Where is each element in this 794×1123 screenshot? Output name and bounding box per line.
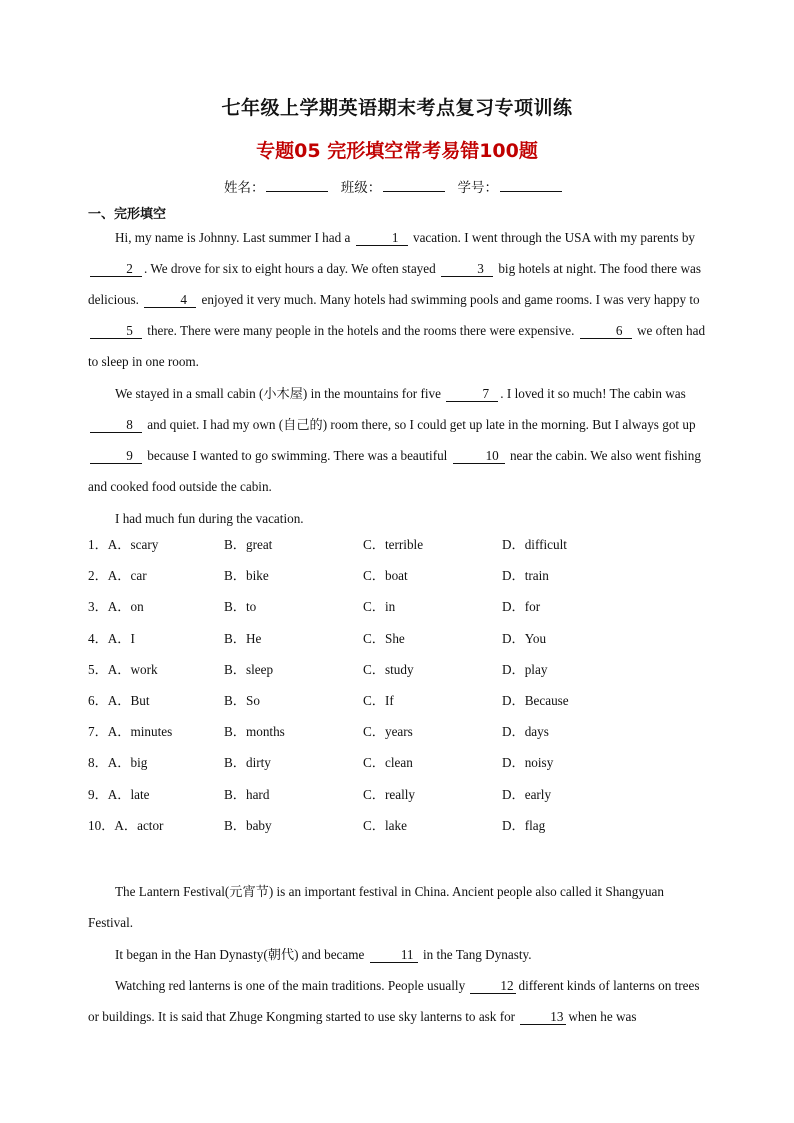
option-b-text: B．great (224, 537, 273, 552)
option-a[interactable] (88, 628, 135, 647)
passage-text: Hi, my name is Johnny. Last summer I had a (115, 230, 351, 245)
question-row (88, 815, 708, 846)
option-d-text: D．flag (502, 817, 546, 833)
document-title: 七年级上学期英语期末考点复习专项训练 (221, 97, 573, 119)
blank-10[interactable]: 10 (453, 449, 505, 464)
option-c-text: C．lake (363, 817, 407, 833)
id-label: 学号： (457, 180, 499, 196)
passage-text: enjoyed it very much. Many hotels had swimming pools and game rooms. I was very happy to (201, 292, 700, 307)
passage-text: we often had to sleep in one room. (88, 323, 706, 369)
option-a[interactable] (88, 596, 144, 615)
blank-13[interactable]: 13 (520, 1010, 566, 1025)
option-c-text: C．If (363, 692, 394, 708)
blank-1[interactable]: 1 (356, 231, 408, 246)
name-blank[interactable] (266, 179, 328, 192)
question-number: 10． (88, 817, 115, 833)
option-a-text: A．work (107, 661, 158, 677)
option-d-text: D．play (502, 661, 548, 677)
option-b-text: B．dirty (224, 755, 271, 771)
option-d[interactable] (502, 815, 545, 834)
question-number: 1． (88, 537, 108, 552)
options-list (88, 534, 708, 846)
option-b[interactable] (224, 628, 261, 647)
option-d-text: D．Because (502, 692, 569, 708)
option-b[interactable] (224, 690, 260, 709)
passage-text: different kinds of lanterns on trees or buildings. It is said that Zhuge Kongming started to use sky lanterns to ask for (88, 978, 700, 1024)
question-number: 9． (88, 786, 108, 802)
option-b-text: B．to (224, 599, 257, 615)
option-a-text: A．But (107, 692, 150, 708)
question-row (88, 596, 708, 627)
passage-text: there. There were many people in the hotels and the rooms there were expensive. (147, 323, 575, 338)
option-c-text: C．years (363, 724, 413, 740)
option-a-text: A．actor (114, 817, 164, 833)
question-number: 6． (88, 692, 108, 708)
option-a-text: A．late (107, 786, 150, 802)
question-row (88, 565, 708, 596)
blank-2[interactable]: 2 (90, 262, 142, 277)
question-row (88, 721, 708, 752)
option-a[interactable] (88, 565, 147, 584)
passage-text: near the cabin. We also went fishing and cooked food outside the cabin. (88, 448, 701, 494)
option-a-text: A．I (107, 630, 135, 646)
option-c[interactable] (363, 659, 414, 678)
option-a-text: A．minutes (107, 724, 173, 740)
blank-7[interactable]: 7 (446, 387, 498, 402)
blank-11[interactable]: 11 (370, 948, 418, 963)
question-row (88, 659, 708, 690)
blank-12[interactable]: 12 (470, 979, 516, 994)
passage-text: in the Tang Dynasty. (422, 947, 532, 962)
option-c-text: C．study (363, 661, 414, 677)
student-info-line (0, 176, 794, 196)
option-d[interactable] (502, 784, 551, 803)
class-label: 班级： (340, 180, 382, 196)
passage-text: Watching red lanterns is one of the main traditions. People usually (115, 978, 466, 993)
option-d[interactable] (502, 565, 549, 584)
option-d-text: D．early (502, 786, 552, 802)
passage2-paragraph-1: The Lantern Festival(元宵节) is an important festival in China. Ancient people also called it Shangyuan Festival. (88, 884, 664, 930)
option-b[interactable] (224, 721, 285, 740)
option-c[interactable] (363, 565, 408, 584)
document-subtitle: 专题05 完形填空常考易错100题 (256, 140, 538, 162)
option-c-text: C．She (363, 630, 405, 646)
passage-text: We stayed in a small cabin (小木屋) in the mountains for five (115, 386, 441, 401)
option-c[interactable] (363, 784, 415, 803)
option-c-text: C．really (363, 786, 416, 802)
option-c-text: C．clean (363, 755, 413, 771)
option-c[interactable] (363, 752, 413, 771)
id-blank[interactable] (500, 179, 562, 192)
blank-6[interactable]: 6 (580, 324, 632, 339)
option-a-text: A．big (107, 755, 148, 771)
option-d[interactable] (502, 628, 546, 647)
question-number: 2． (88, 568, 108, 584)
option-d-text: D．difficult (502, 537, 567, 552)
question-number: 8． (88, 755, 108, 771)
question-number: 5． (88, 661, 108, 677)
option-d[interactable] (502, 752, 553, 771)
option-a[interactable] (88, 690, 150, 709)
option-a-text: A．on (107, 599, 144, 615)
option-d[interactable] (502, 690, 569, 709)
option-c-text: C．in (363, 599, 396, 615)
option-b-text: B．hard (224, 786, 270, 802)
question-row (88, 628, 708, 659)
option-a[interactable] (88, 659, 158, 678)
option-b-text: B．baby (224, 817, 272, 833)
passage2-paragraph-2 (88, 939, 708, 970)
question-row (88, 534, 708, 565)
option-d-text: D．for (502, 599, 541, 615)
option-c[interactable] (363, 815, 407, 834)
blank-4[interactable]: 4 (144, 293, 196, 308)
name-label: 姓名： (223, 180, 265, 196)
option-c[interactable] (363, 628, 405, 647)
question-row (88, 690, 708, 721)
question-number: 4． (88, 630, 108, 646)
passage-text: It began in the Han Dynasty(朝代) and became (115, 947, 365, 962)
option-c[interactable] (363, 596, 395, 615)
class-blank[interactable] (383, 179, 445, 192)
option-b[interactable] (224, 815, 272, 834)
option-a-text: A．car (107, 568, 147, 584)
option-b[interactable] (224, 565, 269, 584)
blank-8[interactable]: 8 (90, 418, 142, 433)
option-c-text: C．boat (363, 568, 408, 584)
option-a[interactable] (88, 815, 163, 834)
option-d-text: D．days (502, 724, 549, 740)
blank-9[interactable]: 9 (90, 449, 142, 464)
section-heading: 一、完形填空 (88, 207, 167, 222)
option-d[interactable] (502, 534, 567, 553)
option-b[interactable] (224, 534, 272, 553)
option-b[interactable] (224, 784, 269, 803)
option-b-text: B．bike (224, 568, 269, 584)
option-d-text: D．You (502, 630, 547, 646)
question-row (88, 784, 708, 815)
option-b[interactable] (224, 659, 273, 678)
option-a[interactable] (88, 784, 150, 803)
passage-text: when he was (568, 1009, 637, 1024)
option-a[interactable] (88, 534, 158, 553)
passage-text: and quiet. I had my own (自己的) room there, so I could get up late in the morning. But I always got up (147, 417, 696, 432)
passage-text: because I wanted to go swimming. There was a beautiful (147, 448, 448, 463)
option-d[interactable] (502, 721, 549, 740)
option-b[interactable] (224, 752, 271, 771)
passage1-paragraph-2 (88, 378, 708, 502)
option-a[interactable] (88, 752, 147, 771)
option-b-text: B．sleep (224, 661, 274, 677)
passage-text: . I loved it so much! The cabin was (500, 386, 686, 401)
passage2-paragraph-3 (88, 970, 708, 1032)
passage1-paragraph-1 (88, 222, 708, 377)
question-row (88, 752, 708, 783)
option-d[interactable] (502, 596, 540, 615)
question-number: 3． (88, 599, 108, 615)
option-a-text: A．scary (107, 537, 159, 552)
blank-5[interactable]: 5 (90, 324, 142, 339)
option-c[interactable] (363, 721, 413, 740)
passage-text: big hotels at night. The food there was delicious. (88, 261, 701, 307)
option-c[interactable] (363, 534, 423, 553)
option-d[interactable] (502, 659, 547, 678)
option-c-text: C．terrible (363, 537, 424, 552)
option-b[interactable] (224, 596, 256, 615)
question-number: 7． (88, 724, 108, 740)
option-a[interactable] (88, 721, 172, 740)
option-b-text: B．He (224, 630, 262, 646)
option-c[interactable] (363, 690, 394, 709)
option-d-text: D．train (502, 568, 549, 584)
option-b-text: B．months (224, 724, 285, 740)
option-d-text: D．noisy (502, 755, 554, 771)
passage-text: vacation. I went through the USA with my parents by (412, 230, 696, 245)
passage1-paragraph-3: I had much fun during the vacation. (115, 511, 304, 526)
option-b-text: B．So (224, 692, 260, 708)
passage-text: . We drove for six to eight hours a day. We often stayed (144, 261, 436, 276)
blank-3[interactable]: 3 (441, 262, 493, 277)
